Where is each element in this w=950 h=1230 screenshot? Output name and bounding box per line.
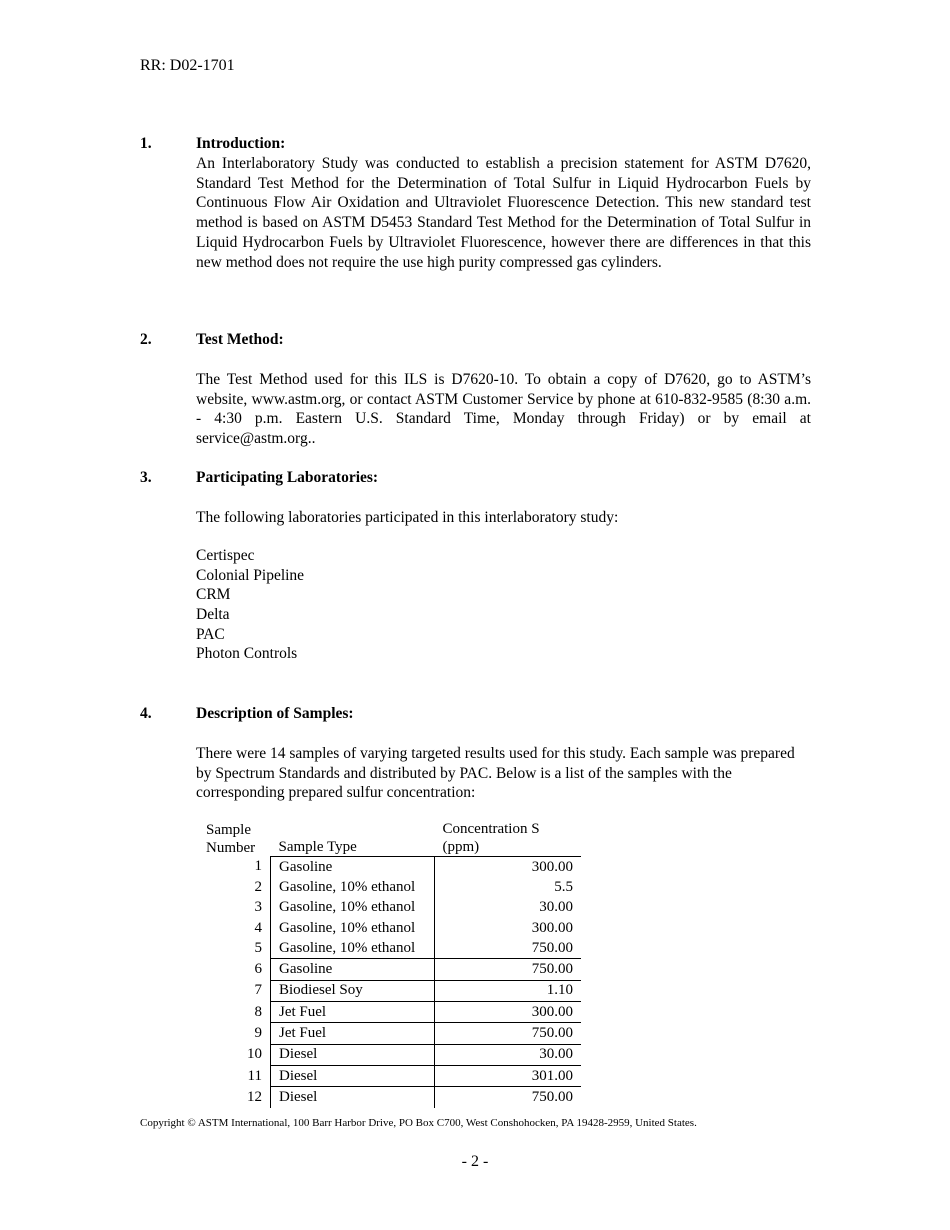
- samples-table: [200, 820, 581, 1108]
- table-row: [200, 1065, 581, 1086]
- sample-number: 1: [254, 858, 262, 875]
- list-item: PAC: [196, 625, 225, 643]
- sample-type: Gasoline, 10% ethanol: [271, 877, 435, 897]
- sample-type: Jet Fuel: [271, 1002, 435, 1023]
- sample-number: 5: [254, 940, 262, 957]
- table-row: [200, 898, 581, 918]
- sample-number: 6: [254, 961, 262, 978]
- column-header-type: Sample Type: [278, 839, 357, 855]
- copyright-notice: Copyright © ASTM International, 100 Barr Harbor Drive, PO Box C700, West Conshohocken, PA 19428-2959, United States.: [140, 1117, 697, 1129]
- sample-type: Gasoline, 10% ethanol: [271, 918, 435, 938]
- section-body: The Test Method used for this ILS is D7620-10. To obtain a copy of D7620, go to ASTM’s website, www.astm.org, or contact ASTM Customer Service by phone at 610-832-9585 (8:30 a.m. - 4:30 p.m. Eastern U.S. Standard Time, Monday through Friday) or by email at service@astm.org..: [196, 371, 811, 448]
- table-row: [200, 938, 581, 959]
- sample-concentration: 300.00: [435, 857, 582, 878]
- sample-number: 10: [247, 1046, 262, 1063]
- sample-concentration: 30.00: [435, 898, 582, 918]
- table-row: [200, 877, 581, 897]
- section-title: Participating Laboratories:: [196, 469, 379, 486]
- sample-concentration: 301.00: [435, 1065, 582, 1086]
- section-body: There were 14 samples of varying targeted results used for this study. Each sample was prepared by Spectrum Standards and distributed by PAC. Below is a list of the samples with the corresponding prepared sulfur concentration:: [196, 745, 795, 802]
- sample-type: Diesel: [271, 1087, 435, 1108]
- sample-type: Jet Fuel: [271, 1023, 435, 1044]
- sample-number: 2: [254, 878, 262, 895]
- sample-type: Gasoline: [271, 857, 435, 878]
- table-row: [200, 980, 581, 1001]
- sample-type: Biodiesel Soy: [271, 980, 435, 1001]
- section-title: Introduction:: [196, 135, 286, 152]
- column-header-number: Sample Number: [206, 821, 256, 856]
- page-number: - 2 -: [461, 1153, 489, 1170]
- table-row: [200, 1044, 581, 1065]
- sample-number: 3: [254, 899, 262, 916]
- column-header-concentration: Concentration S (ppm): [442, 821, 540, 855]
- sample-type: Gasoline, 10% ethanol: [271, 898, 435, 918]
- section-body: The following laboratories participated in this interlaboratory study:: [196, 509, 619, 526]
- sample-number: 7: [254, 982, 262, 999]
- section-number: 1.: [140, 135, 152, 152]
- sample-type: Gasoline: [271, 959, 435, 980]
- table-header-row: [200, 820, 581, 857]
- sample-number: 12: [247, 1088, 262, 1105]
- sample-type: Gasoline, 10% ethanol: [271, 938, 435, 959]
- sample-type: Diesel: [271, 1065, 435, 1086]
- sample-concentration: 30.00: [435, 1044, 582, 1065]
- sample-concentration: 750.00: [435, 938, 582, 959]
- sample-number: 4: [254, 919, 262, 936]
- list-item: Photon Controls: [196, 645, 298, 663]
- list-item: Delta: [196, 606, 230, 624]
- list-item: Certispec: [196, 547, 255, 564]
- section-number: 2.: [140, 331, 152, 348]
- section-body: An Interlaboratory Study was conducted to establish a precision statement for ASTM D7620, Standard Test Method for the Determination of Total Sulfur in Liquid Hydrocarbon Fuels by Continuous Flow Air Oxidation and Ultraviolet Fluorescence Detection. This new standard test method is based on ASTM D5453 Standard Test Method for the Determination of Total Sulfur in Liquid Hydrocarbon Fuels by Ultraviolet Fluorescence, however there are differences in that this new method does not require the use high purity compressed gas cylinders.: [196, 155, 811, 271]
- report-id: RR: D02-1701: [140, 57, 235, 74]
- sample-concentration: 5.5: [435, 877, 582, 897]
- sample-concentration: 750.00: [435, 1023, 582, 1044]
- sample-concentration: 300.00: [435, 918, 582, 938]
- table-row: [200, 1002, 581, 1023]
- table-row: [200, 959, 581, 980]
- sample-concentration: 1.10: [435, 980, 582, 1001]
- table-row: [200, 918, 581, 938]
- sample-concentration: 750.00: [435, 1087, 582, 1108]
- sample-number: 11: [247, 1067, 262, 1084]
- sample-number: 9: [254, 1025, 262, 1042]
- laboratory-list: [196, 546, 304, 664]
- section-title: Test Method:: [196, 331, 284, 348]
- sample-type: Diesel: [271, 1044, 435, 1065]
- list-item: CRM: [196, 586, 231, 604]
- table-row: [200, 1023, 581, 1044]
- list-item: Colonial Pipeline: [196, 566, 305, 584]
- table-row: [200, 857, 581, 878]
- section-number: 3.: [140, 469, 152, 486]
- sample-concentration: 300.00: [435, 1002, 582, 1023]
- sample-concentration: 750.00: [435, 959, 582, 980]
- sample-number: 8: [254, 1003, 262, 1020]
- table-row: [200, 1087, 581, 1108]
- section-title: Description of Samples:: [196, 705, 354, 722]
- section-number: 4.: [140, 705, 152, 722]
